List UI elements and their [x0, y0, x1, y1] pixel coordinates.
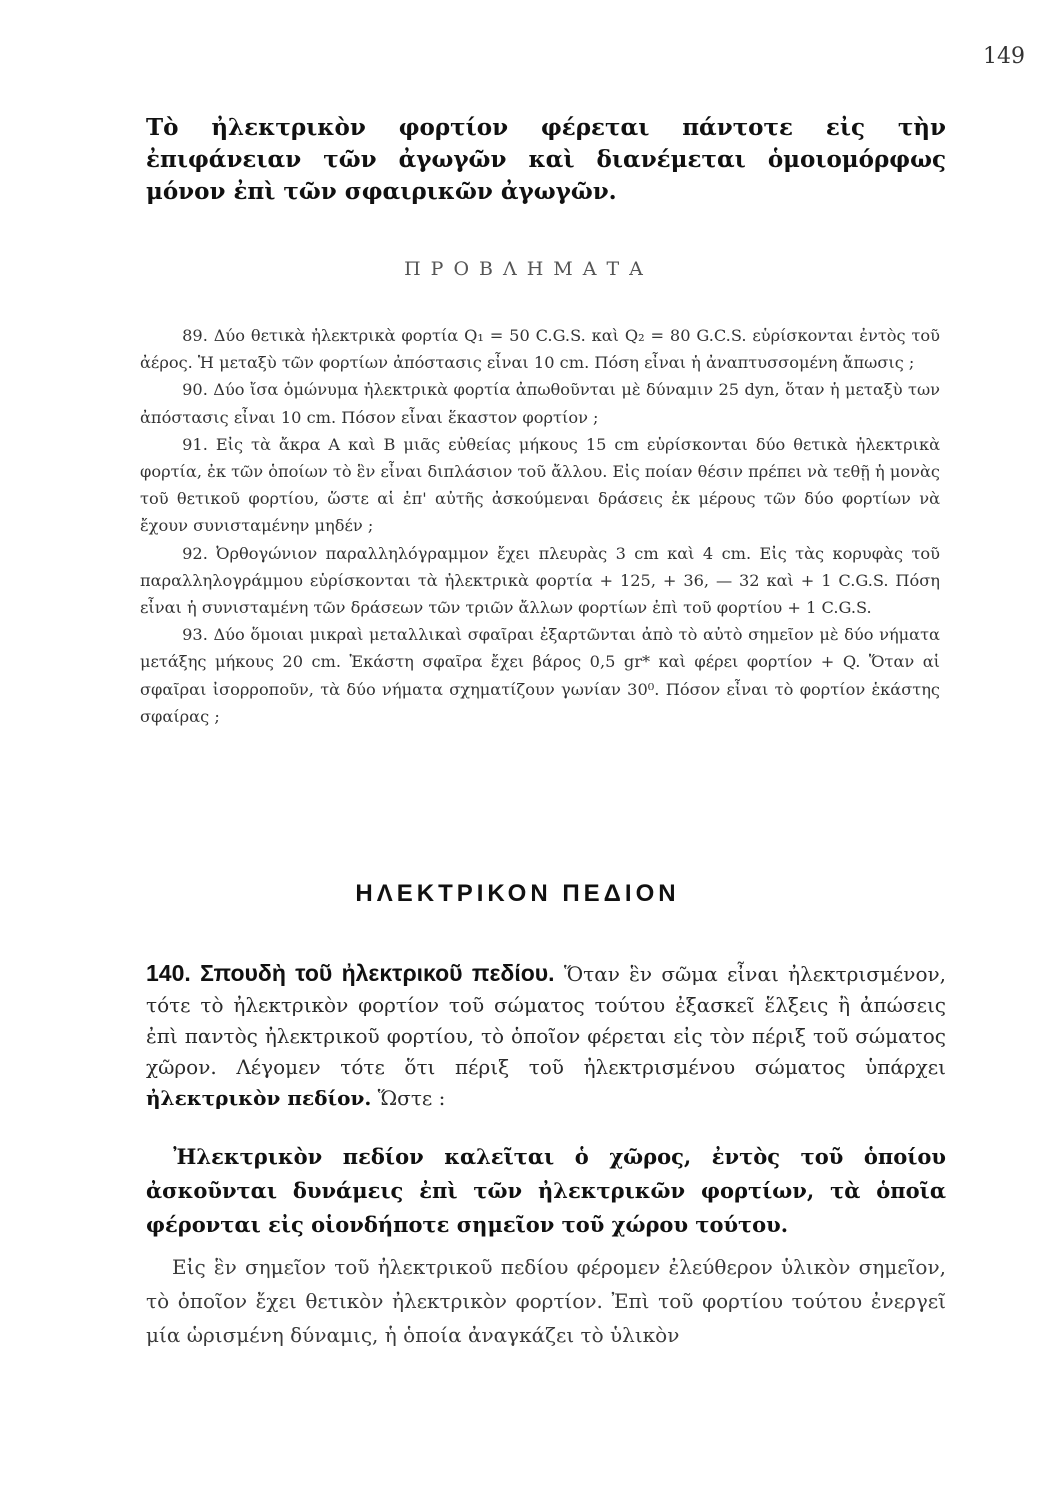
problem-item: 93. Δύο ὅμοιαι μικραὶ μεταλλικαὶ σφαῖραι ἐξαρτῶνται ἀπὸ τὸ αὐτὸ σημεῖον μὲ δύο νήματα μετάξης μήκους 20 cm. Ἑκάστη σφαῖρα ἔχει βάρος 0,5 gr* καὶ φέρει φορτίον + Q. Ὅταν αἱ σφαῖραι ἰσορροποῦν, τὰ δύο νήματα σχηματίζουν γωνίαν 30⁰. Πόσον εἶναι τὸ φορτίον ἑκάστης σφαίρας ; — [140, 625, 940, 726]
page-number: 149 — [983, 44, 1025, 69]
problem-item: 92. Ὀρθογώνιον παραλληλόγραμμον ἔχει πλευρὰς 3 cm καὶ 4 cm. Εἰς τὰς κορυφὰς τοῦ παραλληλογράμμου εὑρίσκονται τὰ ἠλεκτρικὰ φορτία + 125, + 36, — 32 καὶ + 1 C.G.S. Πόση εἶναι ἡ συνισταμένη τῶν δράσεων τῶν τριῶν ἄλλων φορτίων ἐπὶ τοῦ φορτίου + 1 C.G.S. — [140, 543, 940, 618]
definition-paragraph: Ἠλεκτρικὸν πεδίον καλεῖται ὁ χῶρος, ἐντὸς τοῦ ὁποίου ἀσκοῦνται δυνάμεις ἐπὶ τῶν ἠλεκτρικῶν φορτίων, τὰ ὁποῖα φέρονται εἰς οἱονδήποτε σημεῖον τοῦ χώρου τούτου. — [146, 1144, 946, 1237]
section-title: ΗΛΕΚΤΡΙΚΟΝ ΠΕΔΙΟΝ — [355, 880, 680, 907]
section-paragraph-1 — [146, 958, 946, 1114]
paragraph-end: Ὥστε : — [377, 1086, 446, 1110]
paragraph-text: Ὅταν ἓν σῶμα εἶναι ἠλεκτρισμένον, τότε τὸ ἠλεκτρικὸν φορτίον τοῦ σώματος τούτου ἐξασκεῖ ἕλξεις ἢ ἀπώσεις ἐπὶ παντὸς ἠλεκτρικοῦ φορτίου, τὸ ὁποῖον φέρεται εἰς τὸν πέριξ τοῦ σώματος χῶρον. Λέγομεν τότε ὅτι πέριξ τοῦ ἠλεκτρισμένου σώματος ὑπάρχει — [146, 962, 947, 1079]
section-paragraph-2: Εἰς ἓν σημεῖον τοῦ ἠλεκτρικοῦ πεδίου φέρομεν ἐλεύθερον ὑλικὸν σημεῖον, τὸ ὁποῖον ἔχει θετικὸν ἠλεκτρικὸν φορτίον. Ἐπὶ τοῦ φορτίου τούτου ἐνεργεῖ μία ὡρισμένη δύναμις, ἡ ὁποία ἀναγκάζει τὸ ὑλικὸν — [146, 1255, 946, 1347]
intro-paragraph: Τὸ ἠλεκτρικὸν φορτίον φέρεται πάντοτε εἰς τὴν ἐπιφάνειαν τῶν ἀγωγῶν καὶ διανέμεται ὁμοιομόρφως μόνον ἐπὶ τῶν σφαιρικῶν ἀγωγῶν. — [146, 114, 946, 205]
problems-heading: ΠΡΟΒΛΗΜΑΤΑ — [404, 258, 653, 280]
problem-item: 91. Εἰς τὰ ἄκρα Α καὶ Β μιᾶς εὐθείας μήκους 15 cm εὑρίσκονται δύο θετικὰ ἠλεκτρικὰ φορτία, ἐκ τῶν ὁποίων τὸ ἓν εἶναι διπλάσιον τοῦ ἄλλου. Εἰς ποίαν θέσιν πρέπει νὰ τεθῇ ἡ μονὰς τοῦ θετικοῦ φορτίου, ὥστε αἱ ἐπ' αὐτῆς ἀσκούμεναι δράσεις ἐκ μέρους τῶν δύο φορτίων νὰ ἔχουν συνισταμένην μηδέν ; — [140, 434, 940, 536]
problem-item: 90. Δύο ἴσα ὁμώνυμα ἠλεκτρικὰ φορτία ἀπωθοῦνται μὲ δύναμιν 25 dyn, ὅταν ἡ μεταξὺ των ἀπόστασις εἶναι 10 cm. Πόσον εἶναι ἕκαστον φορτίον ; — [140, 380, 940, 427]
key-term: ἠλεκτρικὸν πεδίον. — [146, 1086, 372, 1110]
subsection-heading: 140. Σπουδὴ τοῦ ἠλεκτρικοῦ πεδίου. — [146, 960, 555, 986]
problems-list — [140, 322, 940, 730]
problem-item: 89. Δύο θετικὰ ἠλεκτρικὰ φορτία Q₁ = 50 C.G.S. καὶ Q₂ = 80 G.C.S. εὑρίσκονται ἐντὸς τοῦ ἀέρος. Ἡ μεταξὺ τῶν φορτίων ἀπόστασις εἶναι 10 cm. Πόση εἶναι ἡ ἀναπτυσσομένη ἄπωσις ; — [140, 326, 940, 373]
